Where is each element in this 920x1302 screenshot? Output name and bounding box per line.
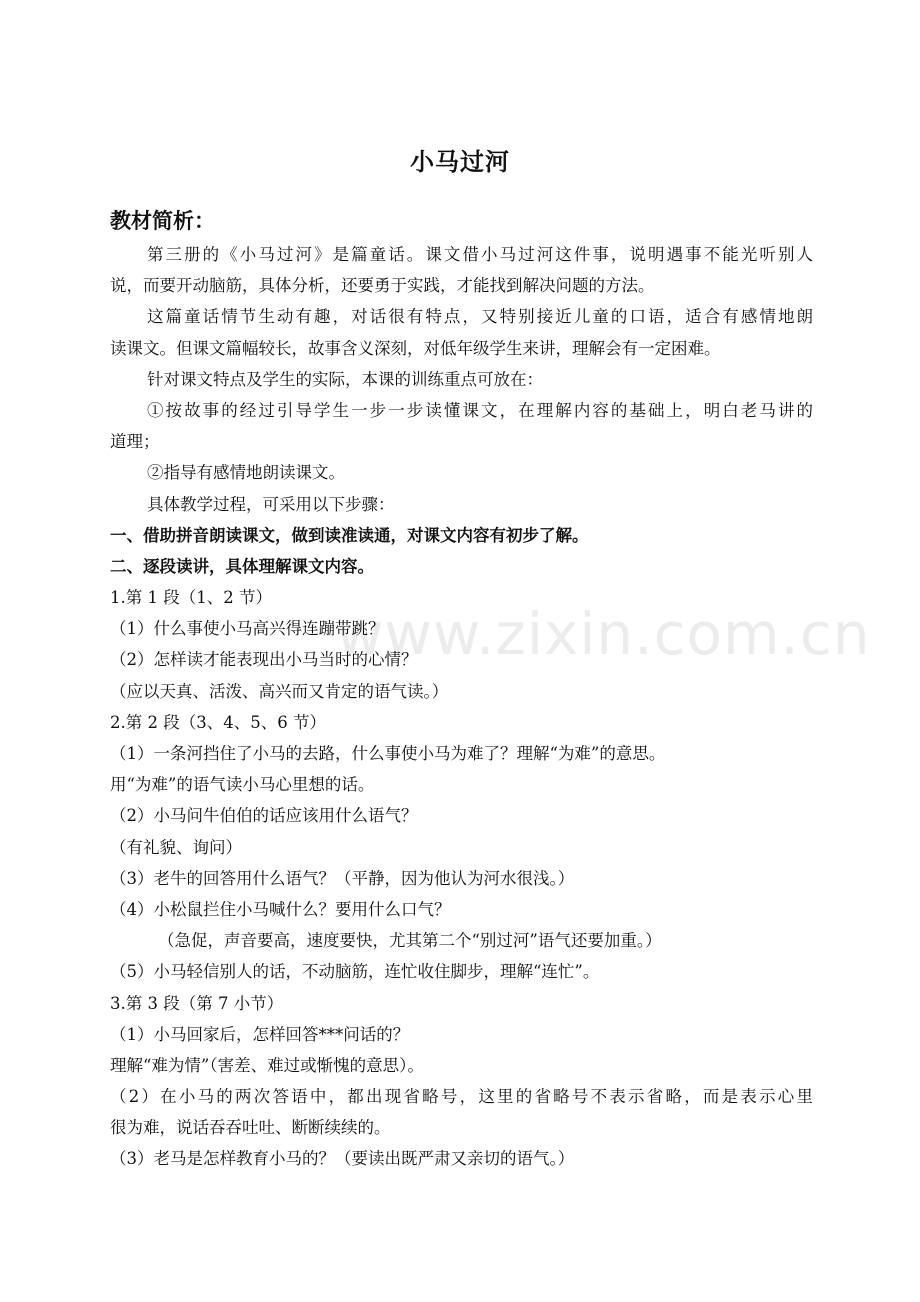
paragraph-line: ②指导有感情地朗读课文。: [147, 463, 345, 483]
question-line: （3）老牛的回答用什么语气？（平静，因为他认为河水很浅。）: [110, 868, 575, 888]
question-line: （1）小马回家后，怎样回答***问话的？: [110, 1024, 410, 1044]
paragraph-line: ①按故事的经过引导学生一步一步读懂课文，在理解内容的基础上，明白老马讲的: [147, 400, 813, 420]
step-heading: 二、逐段读讲，具体理解课文内容。: [110, 556, 374, 576]
paragraph-line: 用“为难”的语气读小马心里想的话。: [110, 775, 375, 795]
step-heading: 一、借助拼音朗读课文，做到读准读通，对课文内容有初步了解。: [110, 525, 589, 545]
question-line: （1）一条河挡住了小马的去路，什么事使小马为难了？理解“为难”的意思。: [110, 744, 666, 763]
question-line: （4）小松鼠拦住小马喊什么？要用什么口气？: [110, 899, 451, 919]
paragraph-line: 具体教学过程，可采用以下步骤：: [147, 494, 395, 514]
document-body: [110, 239, 813, 1175]
subsection-heading: 3.第 3 段（第 7 小节）: [110, 993, 284, 1013]
question-line: （2）小马问牛伯伯的话应该用什么语气？: [110, 806, 418, 826]
answer-line: （有礼貌、询问）: [110, 837, 242, 857]
watermark: www.zixin.com.cn: [336, 600, 871, 668]
question-line: （1）什么事使小马高兴得连蹦带跳？: [110, 619, 385, 639]
question-line: （3）老马是怎样教育小马的？（要读出既严肃又亲切的语气。）: [110, 1149, 575, 1169]
question-line: （2）怎样读才能表现出小马当时的心情？: [110, 650, 418, 670]
paragraph-line: 第三册的《小马过河》是篇童话。课文借小马过河这件事，说明遇事不能光听别人: [147, 245, 813, 264]
answer-line: （应以天真、活泼、高兴而又肯定的语气读。）: [110, 681, 449, 701]
paragraph-line: 道理；: [110, 432, 160, 452]
answer-line: （急促，声音要高，速度要快，尤其第二个“别过河”语气还要加重。）: [158, 931, 662, 951]
paragraph-line: 很为难，说话吞吞吐吐、断断续续的。: [110, 1118, 391, 1138]
subsection-heading: 2.第 2 段（3、4、5、6 节）: [110, 712, 326, 732]
section-heading: 教材简析：: [110, 208, 215, 233]
paragraph-line: 读课文。但课文篇幅较长，故事含义深刻，对低年级学生来讲，理解会有一定困难。: [110, 338, 721, 358]
paragraph-line: 针对课文特点及学生的实际，本课的训练重点可放在：: [147, 369, 543, 389]
question-line: （2）在小马的两次答语中，都出现省略号，这里的省略号不表示省略，而是表示心里: [110, 1087, 813, 1107]
paragraph-line: 说，而要开动脑筋，具体分析，还要勇于实践，才能找到解决问题的方法。: [110, 276, 655, 296]
question-line: （5）小马轻信别人的话，不动脑筋，连忙收住脚步，理解“连忙”。: [110, 962, 600, 982]
subsection-heading: 1.第 1 段（1、2 节）: [110, 588, 272, 608]
paragraph-line: 这篇童话情节生动有趣，对话很有特点，又特别接近儿童的口语，适合有感情地朗: [147, 307, 813, 327]
document-title: 小马过河: [410, 147, 510, 176]
paragraph-line: 理解“难为情”（害差、难过或惭愧的意思）。: [110, 1055, 424, 1075]
